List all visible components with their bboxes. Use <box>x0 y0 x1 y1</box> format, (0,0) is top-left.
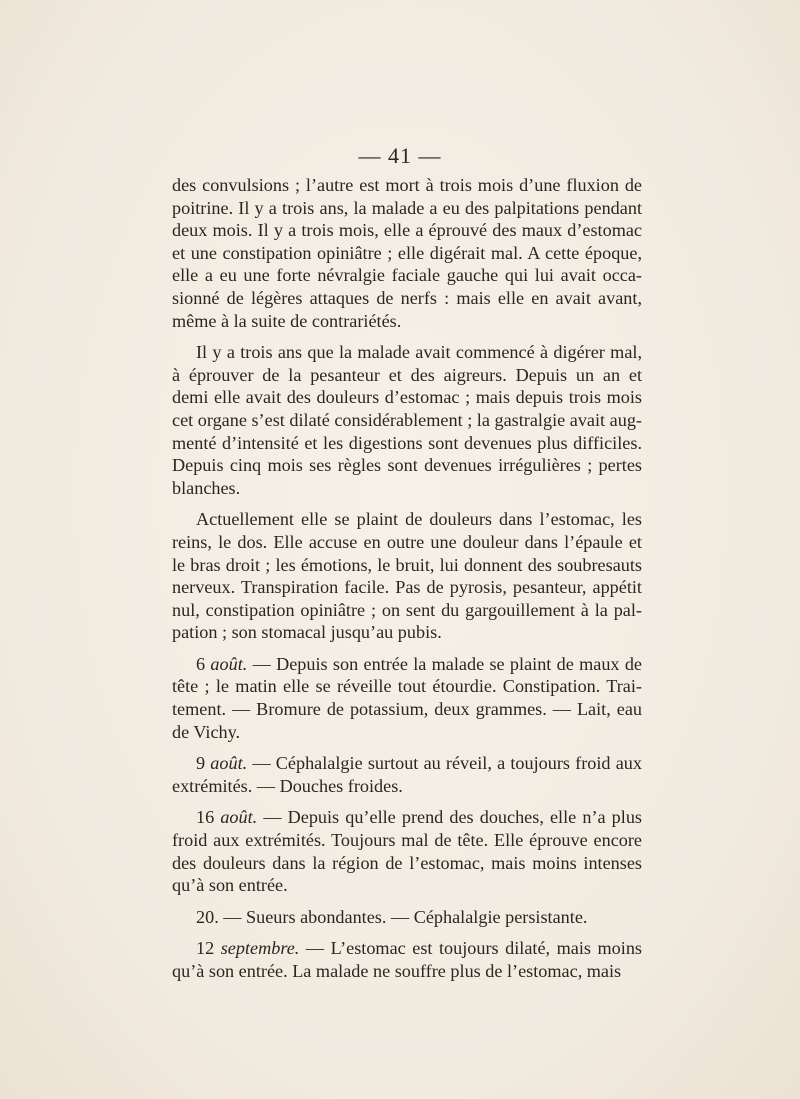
text-line: et une constipation opiniâtre ; elle digérait mal. A cette époque, <box>172 242 642 263</box>
paragraph <box>172 341 642 499</box>
text-line: même à la suite de contrariétés. <box>172 310 402 331</box>
text-line: pation ; son stomacal jusqu’au pubis. <box>172 622 442 643</box>
text-line: menté d’intensité et les digestions sont devenues plus difficiles. <box>172 432 642 453</box>
entry-date-month: septembre. <box>220 938 300 959</box>
text-line <box>172 906 642 929</box>
entry-date: 6 <box>196 653 211 674</box>
text-line: cet organe s’est dilaté considérablement ; la gastralgie avait aug- <box>172 409 642 430</box>
text-line: nul, constipation opiniâtre ; on sent du gargouillement à la pal- <box>172 599 642 620</box>
entry-date: 12 <box>196 938 221 959</box>
paragraph <box>172 653 642 743</box>
text-line: qu’à son entrée. <box>172 875 288 896</box>
text-line: nerveux. Transpiration facile. Pas de pyrosis, pesanteur, appétit <box>172 577 642 598</box>
text-line: poitrine. Il y a trois ans, la malade a eu des palpitations pendant <box>172 197 642 218</box>
paragraph <box>172 937 642 982</box>
text-line <box>172 937 642 960</box>
text-line: sionné de légères attaques de nerfs : mais elle en avait avant, <box>172 287 642 308</box>
text-line: des douleurs dans la région de l’estomac, mais moins intenses <box>172 852 642 873</box>
line-text: — Depuis son entrée la malade se plaint de maux de <box>247 653 642 674</box>
text-line: Depuis cinq mois ses règles sont devenues irrégulières ; pertes <box>172 455 642 476</box>
entry-date-month: août. <box>220 807 258 828</box>
entry-date: 9 <box>196 753 211 774</box>
paragraph <box>172 174 642 332</box>
text-line <box>172 752 642 775</box>
entry-date-month: août. <box>210 653 248 674</box>
text-line: à éprouver de la pesanteur et des aigreurs. Depuis un an et <box>172 364 642 385</box>
text-line: tement. — Bromure de potassium, deux grammes. — Lait, eau <box>172 699 642 720</box>
text-line: deux mois. Il y a trois mois, elle a éprouvé des maux d’estomac <box>172 220 642 241</box>
line-text: — L’estomac est toujours dilaté, mais moins <box>299 938 642 959</box>
text-line: extrémités. — Douches froides. <box>172 775 403 796</box>
body-text <box>172 174 642 992</box>
paragraph <box>172 508 642 644</box>
text-line: de Vichy. <box>172 721 241 742</box>
text-line: demi elle avait des douleurs d’estomac ; mais depuis trois mois <box>172 387 642 408</box>
paragraph <box>172 806 642 896</box>
line-text: — Céphalalgie surtout au réveil, a toujours froid aux <box>247 753 642 774</box>
text-line <box>172 653 642 676</box>
text-line: Il y a trois ans que la malade avait commencé à digérer mal, <box>196 342 642 363</box>
text-line: elle a eu une forte névralgie faciale gauche qui lui avait occa- <box>172 265 642 286</box>
text-line: Actuellement elle se plaint de douleurs dans l’estomac, les <box>196 509 642 530</box>
text-line <box>172 806 642 829</box>
paragraph <box>172 752 642 797</box>
entry-date-month: août. <box>210 753 248 774</box>
text-line: blanches. <box>172 477 241 498</box>
text-line: reins, le dos. Elle accuse en outre une douleur dans l’épaule et <box>172 531 642 552</box>
text-line: des convulsions ; l’autre est mort à trois mois d’une fluxion de <box>172 175 642 195</box>
text-line: le bras droit ; les émotions, le bruit, lui donnent des soubresauts <box>172 554 642 575</box>
text-line: tête ; le matin elle se réveille tout étourdie. Constipation. Trai- <box>172 676 642 697</box>
entry-date: 16 <box>196 807 221 828</box>
line-text: — Sueurs abondantes. — Céphalalgie persistante. <box>218 906 588 927</box>
entry-date: 20. <box>196 906 219 927</box>
text-line: froid aux extrémités. Toujours mal de tête. Elle éprouve encore <box>172 830 642 851</box>
page-number: — 41 — <box>358 143 442 168</box>
paragraph <box>172 906 642 929</box>
line-text: — Depuis qu’elle prend des douches, elle n’a plus <box>257 807 643 828</box>
text-line: qu’à son entrée. La malade ne souffre plus de l’estomac, mais <box>172 961 622 981</box>
